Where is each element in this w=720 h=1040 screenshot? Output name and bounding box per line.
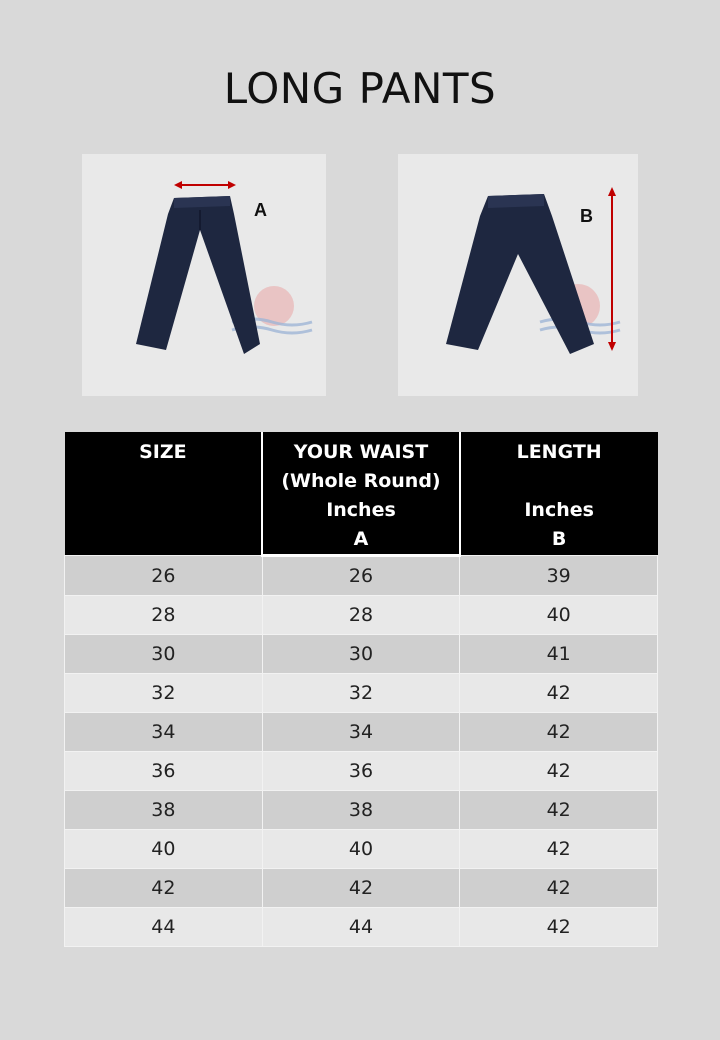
header-line: B: [551, 528, 567, 550]
header-line: YOUR WAIST: [293, 441, 429, 463]
cell-waist: 30: [262, 635, 460, 674]
header-waist: [262, 432, 460, 556]
cell-waist: 40: [262, 830, 460, 869]
cell-size: 42: [65, 869, 263, 908]
pants-front-image: [82, 154, 326, 396]
cell-size: 44: [65, 908, 263, 947]
table-row: [65, 791, 658, 830]
header-size: [65, 432, 263, 556]
header-line: A: [353, 528, 369, 550]
header-line: Inches: [326, 499, 396, 521]
cell-length: 41: [460, 635, 658, 674]
table-row: [65, 556, 658, 596]
cell-length: 39: [460, 556, 658, 596]
cell-size: 34: [65, 713, 263, 752]
cell-size: 40: [65, 830, 263, 869]
header-line: LENGTH: [516, 441, 602, 463]
cell-length: 42: [460, 674, 658, 713]
header-line: Inches: [524, 499, 594, 521]
cell-waist: 38: [262, 791, 460, 830]
page-title: LONG PANTS: [223, 64, 497, 113]
cell-size: 38: [65, 791, 263, 830]
cell-waist: 28: [262, 596, 460, 635]
header-line: [465, 467, 654, 496]
cell-waist: 34: [262, 713, 460, 752]
header-length: [460, 432, 658, 556]
table-row: [65, 869, 658, 908]
cell-length: 40: [460, 596, 658, 635]
table-row: [65, 908, 658, 947]
size-chart-table: [64, 432, 658, 947]
cell-size: 26: [65, 556, 263, 596]
cell-waist: 36: [262, 752, 460, 791]
header-line: (Whole Round): [281, 470, 441, 492]
table-row: [65, 830, 658, 869]
table-row: [65, 674, 658, 713]
cell-length: 42: [460, 752, 658, 791]
cell-size: 32: [65, 674, 263, 713]
cell-size: 36: [65, 752, 263, 791]
cell-size: 28: [65, 596, 263, 635]
cell-length: 42: [460, 869, 658, 908]
table-row: [65, 713, 658, 752]
table-row: [65, 752, 658, 791]
measure-label-a: A: [254, 200, 267, 220]
header-line: SIZE: [139, 441, 187, 463]
cell-waist: 44: [262, 908, 460, 947]
table-row: [65, 635, 658, 674]
cell-waist: 32: [262, 674, 460, 713]
cell-waist: 26: [262, 556, 460, 596]
measure-label-b: B: [580, 206, 593, 226]
cell-length: 42: [460, 908, 658, 947]
cell-length: 42: [460, 830, 658, 869]
cell-length: 42: [460, 713, 658, 752]
pants-front-illustration: [82, 154, 326, 396]
cell-waist: 42: [262, 869, 460, 908]
pants-side-image: [398, 154, 638, 396]
cell-length: 42: [460, 791, 658, 830]
pants-side-illustration: [398, 154, 638, 396]
table-header-row: [65, 432, 658, 556]
cell-size: 30: [65, 635, 263, 674]
table-row: [65, 596, 658, 635]
